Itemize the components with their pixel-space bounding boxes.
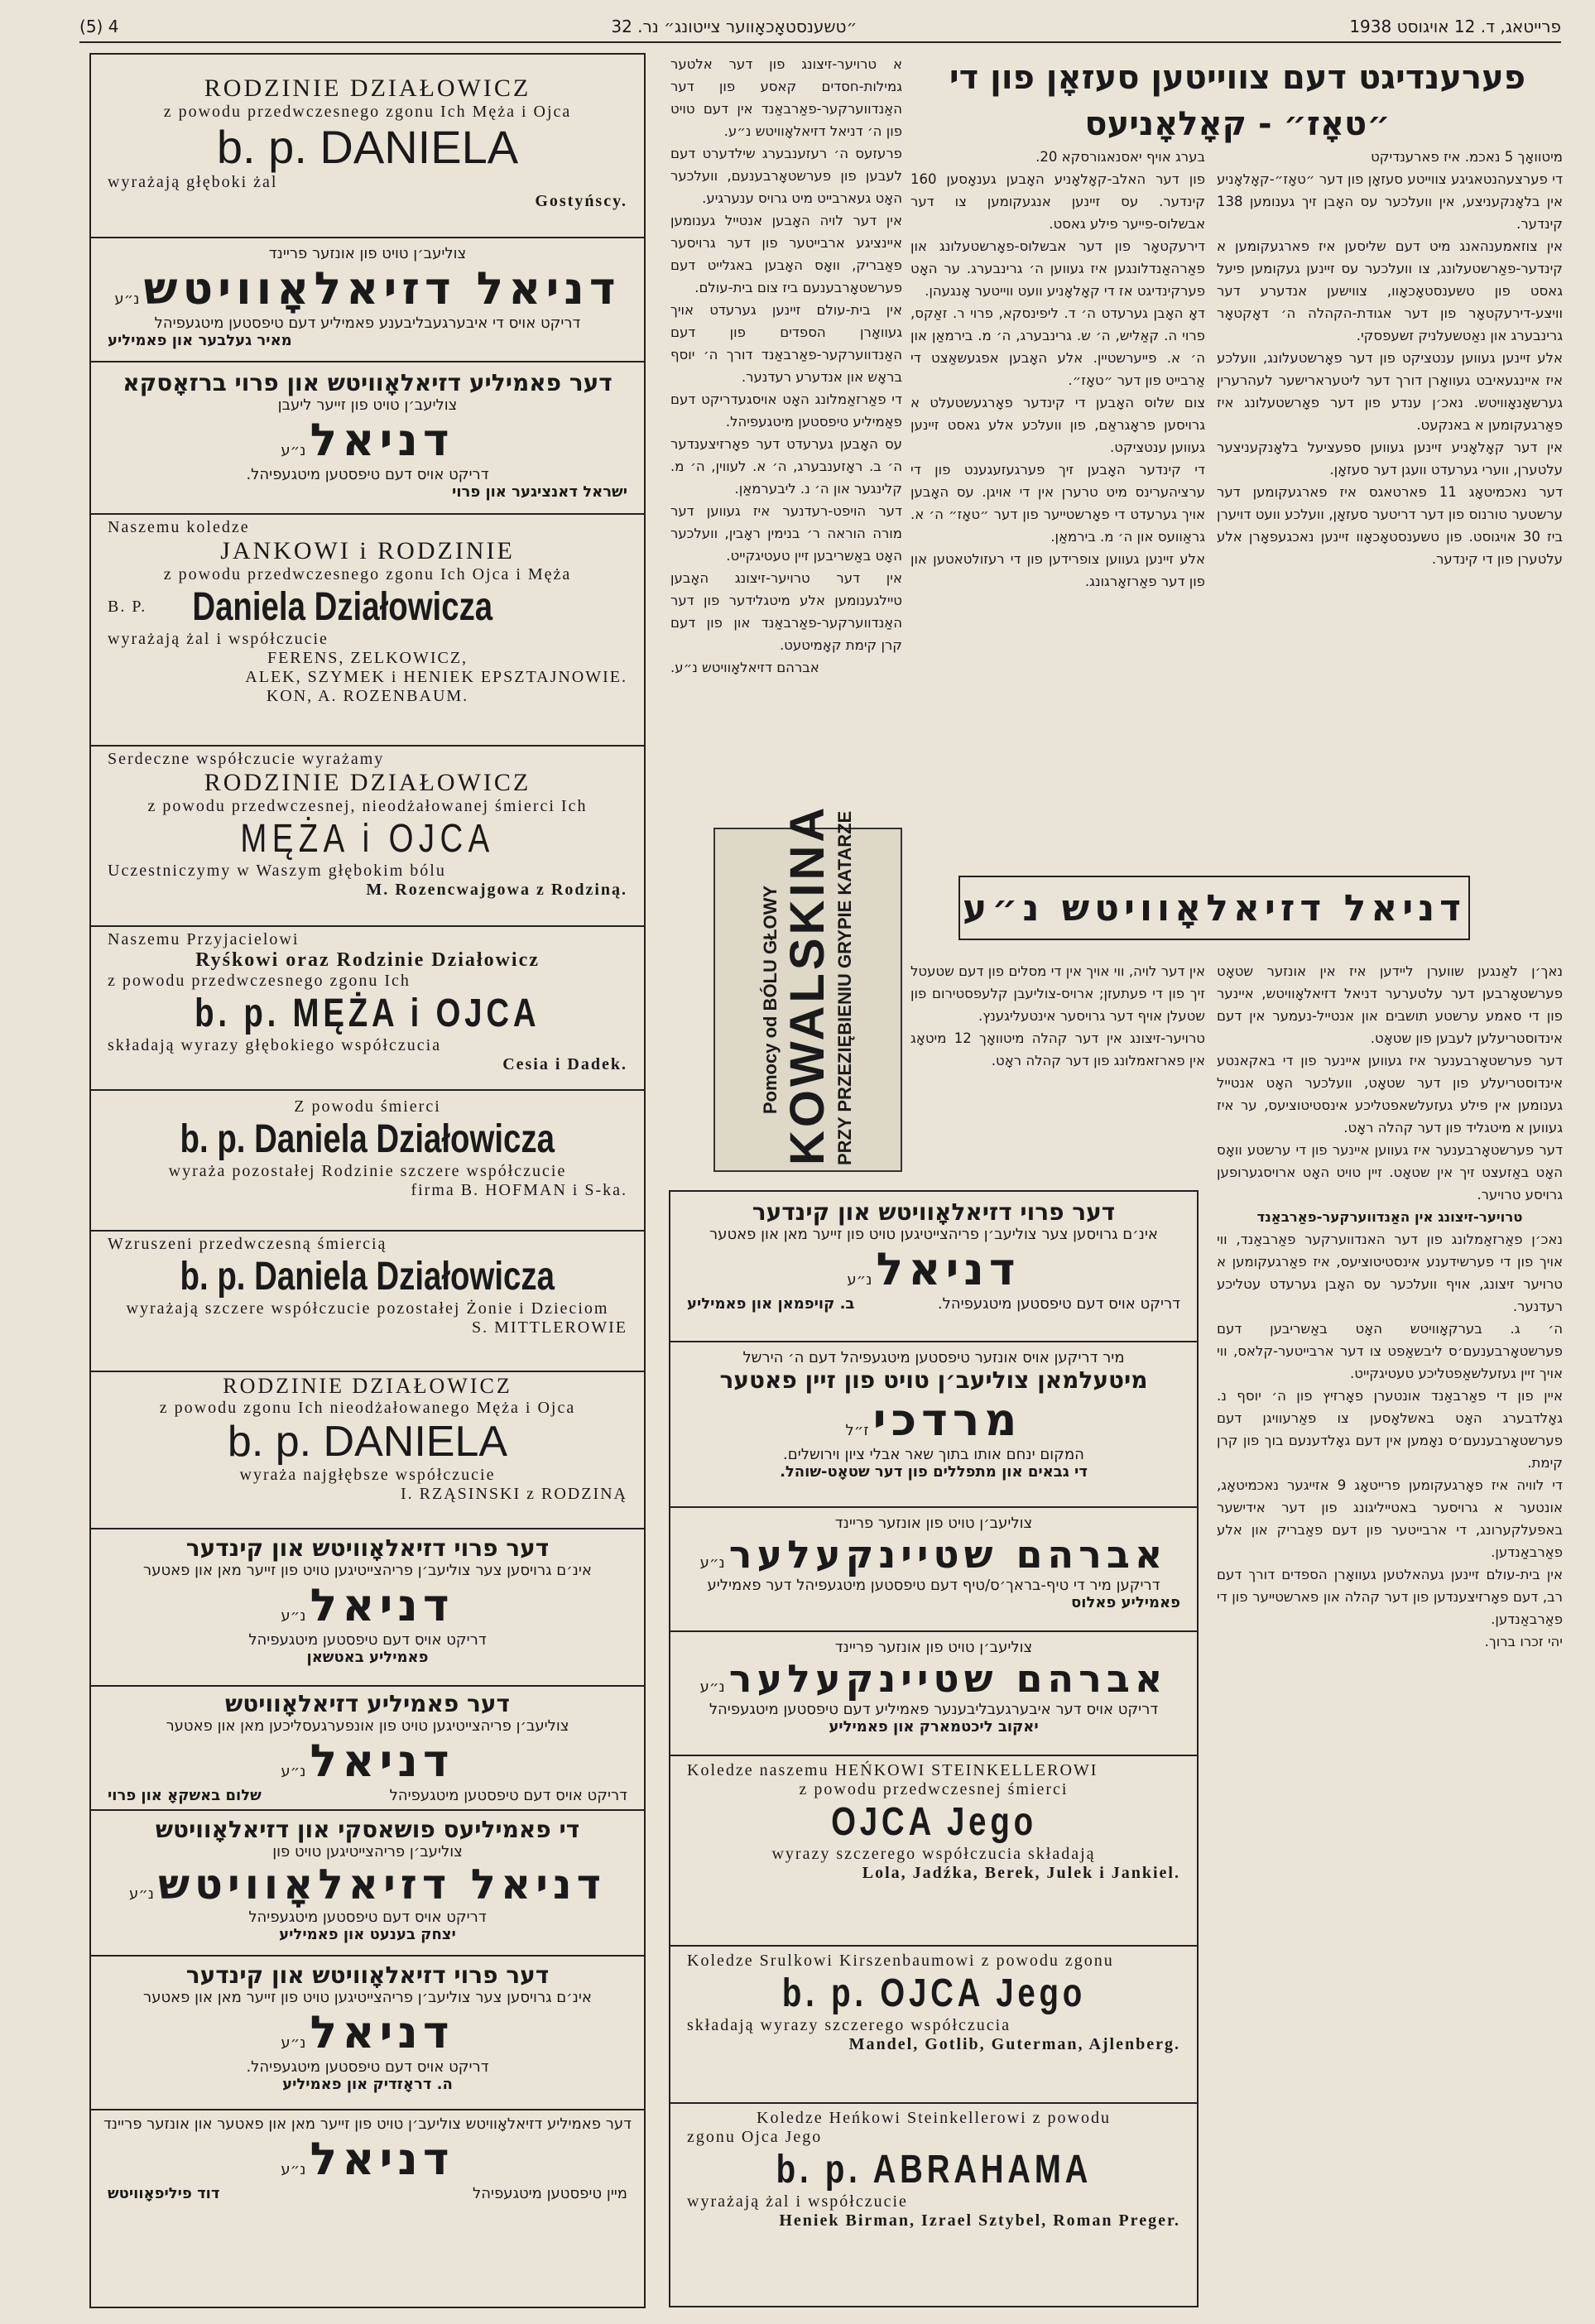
notice-top-line: צוליעב׳ן טויט פון אונזער פריינד bbox=[834, 1515, 1033, 1532]
notice-footer: מיין טיפסטען מיטגעפיהל דוד פיליפאָוויטש bbox=[108, 2185, 627, 2202]
notice-sentiment: wyrażają głęboki żal bbox=[108, 173, 278, 191]
notice-benet bbox=[91, 1811, 644, 1957]
notice-signature: firma B. HOFMAN i S-ka. bbox=[411, 1181, 627, 1199]
notice-top-line: Koledze Srulkowi Kirszenbaumowi z powodu zgonu bbox=[687, 1952, 1114, 1970]
obituary-column-right: נאך׳ן לאַנגען שווערן ליידען איז אין אונזער שטאָט פערשטאָרבען דער עלטערער דניאל דזיאלאָוויטש, איינער פון די סאמע ערשטע תושבים און אנטייל-נעמער אין דעם אינדוסטריעלען לעבען פון שטאָט. דער פערשטאָרבענער איז געווען איינער פון די באקאנטע אינדוסטריעלע פון דער שטאָט, וועלכער האָט אנטייל גענומען אין פילע געזעלשאפטליכע אינסטיטוציעס, ער איז געווען א מיטגליד פון דער קהלה ראָט. דער פערשטאָרבענער איז געווען איינער פון די ערשטע וואָס האָט באַזעצט זיך אין שטאָט. זיין טויט האָט ארויסגערופען גרויסע טרויער. טרויער-זיצונג אין האַנדווערקער-פאַרבאַנד נאכ׳ן פאַרזאַמלונג פון דער האנדווערקער פאַרבאַנד, ווי אויך פון די פערשידענע אינסטיטוציעס, איז פאַרגעקומען א טרויער זיצונג, אויף וועלכער עס האָבן גערעדט עטליכע רעדנער. ה׳ ג. בערקאָוויטש האָט באַשריבען דעם פערשטאָרבענעם׳ס ליבשאַפט צו דער ארבייטער-קלאס, ווי אויך זיין געזעלשאַפטליכע טעטיגקייט. איין פון די פאַרבאַנד אונטערן פאָרזיץ פון ה׳ יוסף נ. גאָלדבערג האָט באשלאָסען צו פאַרעוויגן דעם פערשטאָרבענעם׳ס נאָמען אין דעם גאָלדענעם בוך פון קרן קימת. די לוויה איז פאָרגעקומען פרייטאָג 9 אזייגער נאכמיטאָג, אונטער א גרויסער באטייליגונג פון דער אידישער באפעלקערונג, די ארבייטער פון דעם פאַבריק און אלע פאַרבאַנדען. אין בית-עולם זיינען געהאלטען געוואָרן הספדים דורך דעם רב, דעם פאָרזיצענדען פון דער קהלה און פארשטייער פון די פאַרבאַנדען. יהי זכרו ברוך. bbox=[1217, 963, 1563, 1649]
obituary-title: דניאל דזיאלאָוויטש נ״ע bbox=[962, 886, 1467, 929]
notice-steinkeller-2 bbox=[670, 2104, 1197, 2306]
notice-signature: מאיר געלבער און פאמיליע bbox=[108, 332, 292, 349]
notice-addressee: JANKOWI i RODZINIE bbox=[220, 537, 515, 564]
notice-top-line: די פאמיליעס פושאסקי און דזיאלאָוויטש bbox=[155, 1816, 580, 1843]
notice-hofman bbox=[91, 1091, 644, 1232]
notice-cesia-dadek bbox=[91, 927, 644, 1091]
header-page-number: 32 bbox=[611, 17, 632, 36]
notice-bashko bbox=[91, 1687, 644, 1811]
notice-reason: צוליעב׳ן פריהצייטיגען טויט פון bbox=[272, 1843, 463, 1861]
headline-line1: פערענדיגט דעם צווייטען סעזאָן פון די bbox=[949, 59, 1526, 97]
deceased-name-hebrew: אברהם שטיינקעלער נ״ע bbox=[699, 1656, 1168, 1701]
notice-sentiment: wyraża pozostałej Rodzinie szczere współczucie bbox=[168, 1162, 567, 1180]
notice-addressee: RODZINIE DZIAŁOWICZ bbox=[204, 74, 531, 102]
deceased-name: b. p. DANIELA bbox=[216, 121, 519, 173]
page-header bbox=[79, 12, 1561, 43]
notice-ferens bbox=[91, 515, 644, 747]
notice-message: דריקט אויס די איבערגעבליבענע פאמיליע דעם טיפסטען מיטגעפיהל bbox=[154, 315, 581, 332]
ad-line1: Pomocy od BÓLU GŁOWY bbox=[760, 885, 781, 1115]
notice-batshan bbox=[91, 1529, 644, 1687]
kowalskina-advertisement bbox=[713, 804, 902, 1172]
ad-line3: PRZY PRZEZIĘBIENIU GRYPIE KATARZE bbox=[834, 810, 855, 1165]
deceased-name-hebrew: מרדכי ז״ל bbox=[845, 1394, 1022, 1446]
notice-signature: יאקוב ליכטמארק און פאמיליע bbox=[829, 1718, 1039, 1736]
notice-signature: ALEK, SZYMEK i HENIEK EPSZTAJNOWIE. bbox=[245, 668, 627, 686]
notice-signature: ה. דראָזדיק און פאמיליע bbox=[282, 2076, 453, 2093]
notice-addressee: RODZINIE DZIAŁOWICZ bbox=[204, 769, 531, 796]
notice-message: דריקט אויס דעם טיפסטען מיטגעפיהל. bbox=[246, 2058, 489, 2076]
notice-reason: אינ׳ם גרויסען צער צוליעב׳ן פריהצייטיגען טויט פון זייער מאן און פאטער bbox=[143, 1562, 592, 1579]
notice-kirszenbaum bbox=[670, 1947, 1197, 2104]
notice-message: דריקט אויס דעם טיפסטען מיטגעפיהל. bbox=[246, 466, 489, 483]
notice-top-line: מיר דריקען אויס אונזער טיפסטען מיטגעפיהל דעם ה׳ הירשל bbox=[742, 1349, 1125, 1366]
notice-sentiment: Uczestniczymy w Waszym głębokim bólu bbox=[108, 862, 446, 880]
header-left-mark: (5) 4 bbox=[79, 17, 119, 36]
notice-sentiment: wyrażają szczere współczucie pozostałej Żonie i Dzieciom bbox=[126, 1299, 609, 1318]
notice-signature: Gostyńscy. bbox=[535, 192, 627, 210]
notice-reason: z powodu przedwczesnej śmierci bbox=[799, 1780, 1069, 1798]
deceased-name: MĘŻA i OJCA bbox=[240, 817, 495, 861]
notice-signature: יצחק בענעט און פאמיליע bbox=[279, 1926, 456, 1943]
notice-top-line: Koledze Heńkowi Steinkellerowi z powodu bbox=[757, 2109, 1111, 2127]
notice-signature: Heniek Birman, Izrael Sztybel, Roman Preger. bbox=[779, 2211, 1180, 2230]
notice-signature: Mandel, Gotlib, Guterman, Ajlenberg. bbox=[848, 2035, 1180, 2053]
notice-sentiment: składają wyrazy szczerego współczucia bbox=[687, 2016, 1011, 2034]
notice-signature: I. RZĄSINSKI z RODZINĄ bbox=[401, 1485, 627, 1503]
obituary-title-box bbox=[958, 876, 1470, 940]
notice-top-line: דער פרוי דזיאלאָוויטש און קינדער bbox=[185, 1534, 550, 1562]
ad-text bbox=[760, 804, 856, 1165]
notice-top-line: Z powodu śmierci bbox=[294, 1097, 441, 1116]
deceased-name-hebrew: דניאל דזיאלאָוויטש נ״ע bbox=[114, 262, 621, 315]
deceased-name-hebrew: דניאל נ״ע bbox=[281, 2133, 454, 2185]
notice-danziger bbox=[91, 363, 644, 515]
deceased-name-hebrew: דניאל נ״ע bbox=[281, 2006, 454, 2058]
notice-reason: z powodu przedwczesnego zgonu Ich Ojca i Męża bbox=[163, 565, 572, 583]
subheading: טרויער-זיצונג אין האַנדווערקער-פאַרבאַנד bbox=[1256, 1209, 1523, 1225]
notice-signature: M. Rozencwajgowa z Rodziną. bbox=[366, 881, 627, 899]
notice-rzasinski bbox=[91, 1372, 644, 1529]
notice-reason: z powodu przedwczesnego zgonu Ich bbox=[108, 972, 411, 990]
notice-message: המקום ינחם אותו בתוך שאר אבלי ציון וירושלים. bbox=[783, 1446, 1084, 1463]
notice-lichtmark bbox=[670, 1632, 1197, 1756]
deceased-name: b. p. Daniela Działowicza bbox=[180, 1117, 555, 1161]
notice-filipovich bbox=[91, 2110, 644, 2226]
notice-top-line: דער פאמיליע דזיאלאָוויטש און פרוי ברזאָסקא bbox=[123, 369, 613, 396]
notice-message: דריקט אויס דעם טיפסטען מיטגעפיהל bbox=[248, 1631, 487, 1649]
notice-signature: S. MITTLEROWIE bbox=[472, 1318, 627, 1337]
deceased-line: B. P. Daniela Działowicza bbox=[108, 585, 493, 629]
notice-steinkeller-1 bbox=[670, 1756, 1197, 1947]
notice-gelber bbox=[91, 238, 644, 363]
ad-brand: KOWALSKINA bbox=[781, 804, 834, 1165]
notice-sentiment: wyrażają żal i współczucie bbox=[108, 630, 329, 648]
notice-footer: דריקט אויס דעם טיפסטען מיטגעפיהל שלום באשקאָ און פרוי bbox=[108, 1787, 627, 1804]
notice-top-line: דער פאמיליע דזיאלאָוויטש bbox=[225, 1690, 510, 1717]
notice-top-line: Koledze naszemu HEŃKOWI STEINKELLEROWI bbox=[687, 1761, 1098, 1779]
article-column-right: מיטוואָך 5 נאכמ. איז פארענדיקט די פערצעהנטאגיגע צווייטע סעזאָן פון דער ״טאָז״-קאָלאָניע אין בלאָנקעניצע, אין וועלכער עס האָבן זיך גענומען 138 קינדער. אין צוזאמענהאנג מיט דעם שליסען איז פארגעקומען א קינדער-פאַרשטעלונג, צו וועלכער עס זיינען געקומען פיעל גאסט פון טשענסטאָכאָוו, צווישען אנדערע דער וויצע-דירעקטאָר פון דער אגודת-הקהלה ה׳ דאָקטאָר גרינבערג און נאַטשעלניק זשעפסקי. אלע זיינען געווען ענטציקט פון דער פאָרשטעלונג, וועלכע איז איינגעאיבט געוואָרן דורך דער ליטערארישער לעהרערין גערשאָנאָוויטש. נאכ׳ן ענדע פון דער פאָרשטעלונג איז פאַרגעקומען א באנקעט. אין דער קאָלאָניע זיינען געווען ספעציעל בלאָנקעניצער עלטערן, ווערי גערעדט וועגן דער סעזאָן. דער נאכמיטאָג 11 פארטאגס איז פארגעקומען דער ערשטער טורנוס פון דער דריטער סעזאָן, וועלכע וועט דויערן ביז 30 אויגוסט. פון טשענסטאָכאָוו זיינען נאכגעפאָרן אלע עלטערן פון די קינדער. bbox=[1217, 149, 1563, 567]
notice-sentiment: składają wyrazy głębokiego współczucia bbox=[108, 1036, 442, 1054]
deceased-name-hebrew: דניאל נ״ע bbox=[281, 1735, 454, 1787]
notice-mittler bbox=[91, 1232, 644, 1372]
notice-sentiment: wyraża najgłębsze współczucie bbox=[239, 1466, 496, 1484]
notice-reason: אינ׳ם גרויסען צער צוליעב׳ן פריהצייטיגען טויט פון זייער מאן און פאטער bbox=[143, 1989, 592, 2006]
article-column-mid: בערג אויף יאסנאגורסקא 20. פון דער האלב-קאָלאָניע האָבען גענאָסען 160 קינדער. עס זיינען אנגעקומען צו דער אבשלוס-פייער פילע גאסט. דירעקטאָר פון דער אבשלוס-פאָרשטעלונג און פאַרהאַנדלונגען איז געווען ה׳ גרינבערג. ער האָט פערקינדיגט אז די קאָלאָניע וועט ווייטער אָנגעהן. דאָ האָבן גערעדט ה׳ ד. ליפינסקא, פרוי ר. זאַקס, פרוי ה. קאַליש, ה׳ ש. גרינבערג, ה׳ מ. בירמאַן און ה׳ א. פייערשטיין. אלע האָבען אפגעשאַצט די אַרבייט פון דער ״טאָז״. צום שלוס האָבען די קינדער פאָרגעשטעלט א גרויסען פראָגראַם, פון וועלכע אלע גאסט זיינען געווען ענטציקט. די קינדער האָבען זיך פערגעזעגענט פון די ערציהערינס מיט טרערן אין די אויגן. עס האָבען אויך גערעדט די פאָרשטייער פון דער ״טאָז״ ה׳ א. גראַוועס און ה׳ מ. בירמאַן. אלע זיינען געווען צופרידען פון די רעזולטאטען און פון דער פאַרזאָרגונג. bbox=[910, 149, 1205, 589]
notice-reason: z powodu przedwczesnego zgonu Ich Męża i Ojca bbox=[163, 103, 572, 121]
deceased-name-hebrew: דניאל נ״ע bbox=[281, 1579, 454, 1631]
deceased-name: b. p. Daniela Działowicza bbox=[180, 1255, 555, 1299]
notice-signature: פאמיליע פאלוס bbox=[1071, 1594, 1180, 1611]
notice-top-line: Wzruszeni przedwczesną śmiercią bbox=[108, 1235, 387, 1253]
headline-line2: ״טאָז״ - קאָלאָניעס bbox=[1084, 105, 1391, 143]
notice-mittelman bbox=[670, 1342, 1197, 1508]
notice-top-line: דער פאמיליע דזיאלאָוויטש צוליעב׳ן טויט פון זייער מאן און פאטער און אונזער פריינד bbox=[103, 2115, 632, 2133]
notice-reason: מיטעלמאן צוליעב׳ן טויט פון זיין פאטער bbox=[719, 1366, 1148, 1394]
header-date: פרייטאג, ד. 12 אויגוסט 1938 bbox=[1349, 17, 1561, 36]
notice-signature: ישראל דאנציגער און פרוי bbox=[452, 483, 627, 501]
deceased-name: b. p. ABRAHAMA bbox=[776, 2148, 1092, 2192]
notice-message: דריקט אויס דעם טיפסטען מיטגעפיהל bbox=[248, 1909, 487, 1926]
article-headline bbox=[910, 55, 1564, 154]
notice-message: דריקען מיר די טיף-בראך׳ס/טיף דעם טיפסטען מיטגעפיהל דער פאמיליע bbox=[707, 1577, 1160, 1594]
deceased-name-hebrew: דניאל דזיאלאָוויטש נ״ע bbox=[128, 1861, 607, 1909]
notice-kaufman bbox=[670, 1192, 1197, 1342]
notice-rozencwajg bbox=[91, 747, 644, 927]
notice-top-line: Naszemu Przyjacielowi bbox=[108, 930, 300, 948]
notice-reason: z powodu zgonu Ich nieodżałowanego Męża i Ojca bbox=[159, 1399, 576, 1417]
notice-reason: צוליעב׳ן טויט פון זייער ליעבן bbox=[277, 396, 458, 414]
notice-signature: FERENS, ZELKOWICZ, bbox=[267, 649, 468, 667]
notice-reason: צוליעב׳ן פריהצייטיגען טויט פון אונפערגעסליכען מאן און פאטער bbox=[166, 1717, 569, 1735]
obituary-column-mid: אין דער לויה, ווי אויך אין די מסלים פון דעם שטעטל זיך פון די פעתעזן; ארויס-צוליעבן קלעפסטירום פון שטעלן אויף דער גרויסער אינטעליגענץ. טרויער-זיצונג אין דער קהלה מיטוואָך 12 מיטאָג אין פארזאמלונג פון דער קהלה ראָט. bbox=[910, 963, 1205, 1068]
deceased-name: b. p. OJCA Jego bbox=[781, 1971, 1086, 2015]
header-paper-title: ״טשענסטאָכאָווער צייטונג״ נר. 32 bbox=[611, 17, 858, 36]
notice-signature: Cesia i Dadek. bbox=[502, 1055, 627, 1073]
notice-signature: די גבאים און מתפללים פון דער שטאָט-שוהל. bbox=[780, 1463, 1088, 1481]
notice-signature: Lola, Jadźka, Berek, Julek i Jankiel. bbox=[862, 1864, 1180, 1882]
deceased-name: OJCA Jego bbox=[830, 1800, 1037, 1844]
notice-top-line: Naszemu koledze bbox=[108, 518, 250, 536]
notice-signature: פאמיליע באטשאן bbox=[306, 1649, 429, 1666]
notice-palus bbox=[670, 1508, 1197, 1632]
deceased-name: b. p. DANIELA bbox=[227, 1418, 508, 1466]
article-column-mid2: א טרויער-זיצונג פון דער אלטער גמילות-חסדים קאסע פון דער האַנדווערקער-פאַרבאַנד אין דעם טויט פון ה׳ דניאל דזיאלאָוויטש נ״ע. פרעזעס ה׳ רעזענבערג שילדערט דעם לעבען פון פערשטאָרבענעם, וועלכער האָט געארבייט מיט גרויס ענערגיע. אין דער לויה האָבען אנטייל גענומען איינציגע ארבייטער פון דער גרויסער פאַבריק, וואָס האָבען באגלייט דעם פערשטאָרבענעם ביז צום בית-עולם. אין בית-עולם זיינען גערעדט אויך געוואָרן הספדים פון דעם האַנדווערקער-פאַרבאַנד דורך ה׳ יוסף בראָש און אנדערע רעדנער. די פאַרזאַמלונג האָט אויסגעדריקט דעם פאַמיליע טיפסטען מיטגעפיהל. עס האָבען גערעדט דער פאָרזיצענדער ה׳ ב. ראָזענבערג, ה׳ א. לעווין, ה׳ מ. קלינגער און ה׳ נ. ליבערמאַן. דער הויפט-רעדנער איז געווען דער מורה הוראה ר׳ בנימין ראָבין, וועלכער האָט באַשריבען זיין טעטיגקייט. אין דער טרויער-זיצונג האָבען טיילגענומען אלע מיטגלידער פון דער האַנדווערקער-פאַרבאַנד און פון דעם קרן קימת קאָמיטעט. אברהם דזיאלאָוויטש נ״ע. bbox=[670, 56, 902, 675]
notice-reason: zgonu Ojca Jego bbox=[687, 2128, 823, 2146]
deceased-name-hebrew: דניאל נ״ע bbox=[281, 414, 454, 466]
notice-top-line: דער פרוי דזיאלאָוויטש און קינדער bbox=[752, 1198, 1116, 1226]
deceased-name-hebrew: דניאל נ״ע bbox=[847, 1243, 1021, 1295]
notice-top-line: צוליעב׳ן טויט פון אונזער פריינד bbox=[834, 1639, 1033, 1656]
notice-message: דריקט אויס דער איבערגעבליבענער פאמיליע דעם טיפסטען מיטגעפיהל bbox=[709, 1701, 1159, 1718]
notice-sentiment: wyrazy szczerego współczucia składają bbox=[771, 1845, 1096, 1863]
notice-addressee: Ryśkowi oraz Rodzinie Działowicz bbox=[195, 949, 540, 971]
middle-notices-column bbox=[669, 1190, 1199, 2307]
deceased-name: b. p. MĘŻA i OJCA bbox=[195, 992, 540, 1035]
notice-footer: דריקט אויס דעם טיפסטען מיטגעפיהל. ב. קויפמאן און פאמיליע bbox=[687, 1295, 1180, 1313]
notice-top-line: Serdeczne współczucie wyrażamy bbox=[108, 750, 385, 768]
notice-top-line: צוליעב׳ן טויט פון אונזער פריינד bbox=[268, 245, 467, 262]
notice-sentiment: wyrażają żal i współczucie bbox=[687, 2192, 908, 2211]
left-notices-column bbox=[89, 53, 646, 2308]
notice-addressee: RODZINIE DZIAŁOWICZ bbox=[223, 1374, 512, 1398]
notice-gostynscy bbox=[91, 55, 644, 238]
notice-top-line: דער פרוי דזיאלאָוויטש און קינדער bbox=[185, 1961, 550, 1989]
notice-drozdik bbox=[91, 1957, 644, 2110]
notice-reason: z powodu przedwczesnej, nieodżałowanej śmierci Ich bbox=[147, 797, 588, 815]
deceased-name-hebrew: אברהם שטיינקעלער נ״ע bbox=[699, 1532, 1168, 1577]
notice-signature: KON, A. ROZENBAUM. bbox=[266, 687, 469, 705]
notice-reason: אינ׳ם גרויסען צער צוליעב׳ן פריהצייטיגען טויט פון זייער מאן און פאטער bbox=[709, 1226, 1158, 1243]
